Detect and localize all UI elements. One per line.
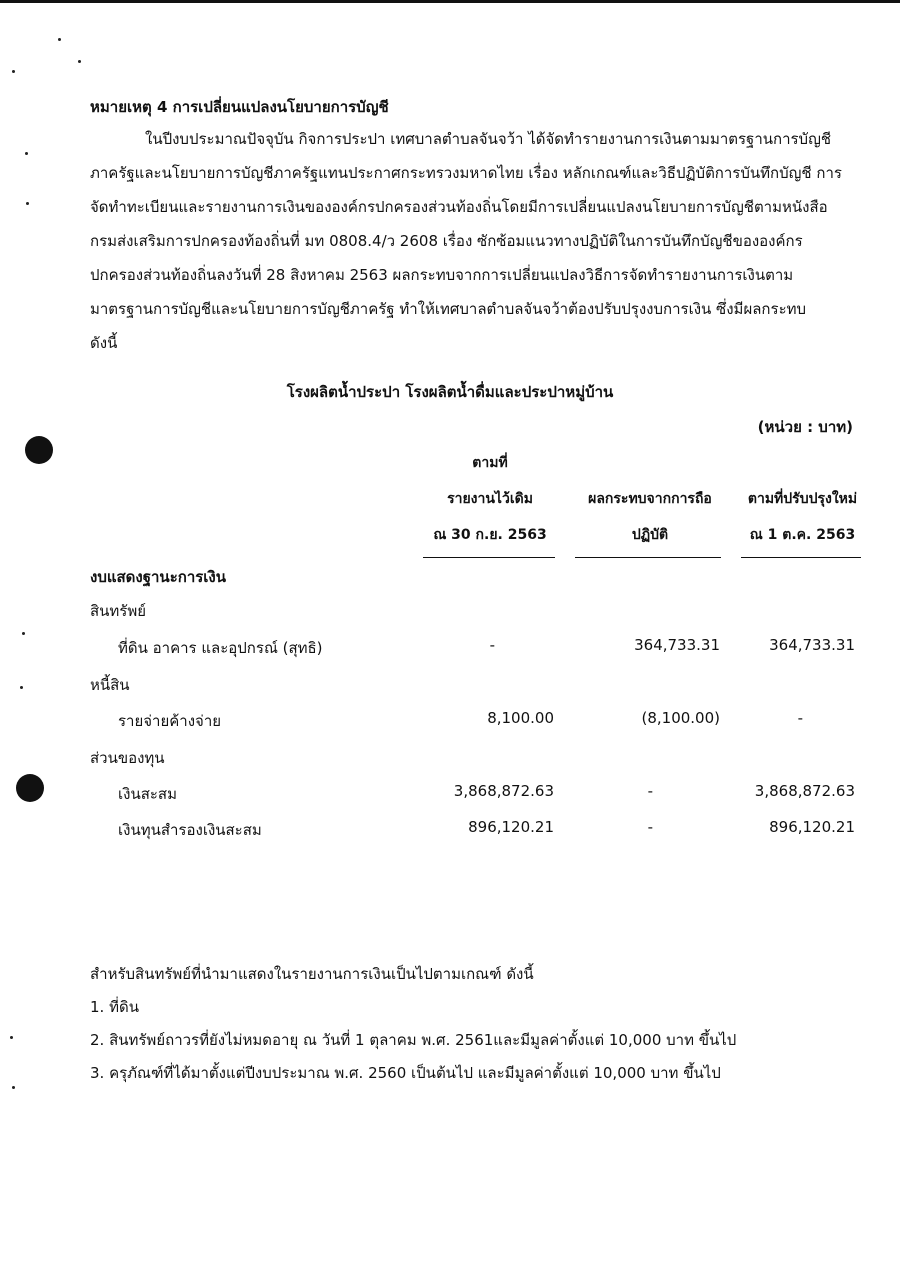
column-rule-adjusted xyxy=(741,557,861,558)
statement-heading: งบแสดงฐานะการเงิน xyxy=(90,568,227,586)
scan-speck xyxy=(22,632,25,635)
scan-speck xyxy=(58,38,61,41)
scan-speck xyxy=(26,202,29,205)
notes-item: 2. สินทรัพย์ถาวรที่ยังไม่หมดอายุ ณ วันที่ 1 ตุลาคม พ.ศ. 2561และมีมูลค่าตั้งแต่ 10,000 บาท ขึ้นไป xyxy=(90,1031,737,1049)
column-header-original xyxy=(410,445,570,553)
cell-accumulated-original: 3,868,872.63 xyxy=(453,782,554,800)
note-heading: หมายเหตุ 4 การเปลี่ยนแปลงนโยบายการบัญชี xyxy=(90,98,389,116)
punch-hole-bottom xyxy=(16,774,44,802)
cell-land-effect: 364,733.31 xyxy=(634,636,720,654)
policy-paragraph xyxy=(90,122,845,360)
cell-accumulated-adjusted: 3,868,872.63 xyxy=(754,782,855,800)
cell-land-adjusted: 364,733.31 xyxy=(769,636,855,654)
paragraph-line: ดังนี้ xyxy=(90,334,118,352)
scan-speck xyxy=(25,152,28,155)
cell-reserve-effect: - xyxy=(647,818,653,836)
cell-land-original: - xyxy=(489,636,495,654)
paragraph-line: จัดทำทะเบียนและรายงานการเงินขององค์กรปกครองส่วนท้องถิ่นโดยมีการเปลี่ยนแปลงนโยบายการบัญชีตามหนังสือ xyxy=(90,198,828,216)
section-assets: สินทรัพย์ xyxy=(90,602,147,620)
paragraph-line: ในปีงบประมาณปัจจุบัน กิจการประปา เทศบาลตำบลจันจว้า ได้จัดทำรายงานการเงินตามมาตรฐานการบัญชี xyxy=(145,130,832,148)
cell-accrued-effect: (8,100.00) xyxy=(641,709,720,727)
scan-speck xyxy=(12,70,15,73)
column-header-line: ตามที่ xyxy=(472,455,508,471)
section-liabilities: หนี้สิน xyxy=(90,676,130,694)
table-unit: (หน่วย : บาท) xyxy=(757,418,853,436)
page-top-border xyxy=(0,0,900,3)
column-header-line: ปฏิบัติ xyxy=(631,527,669,543)
row-label-accumulated: เงินสะสม xyxy=(118,785,177,803)
column-header-line: รายงานไว้เดิม xyxy=(447,491,533,507)
cell-reserve-adjusted: 896,120.21 xyxy=(769,818,855,836)
cell-reserve-original: 896,120.21 xyxy=(468,818,554,836)
cell-accrued-original: 8,100.00 xyxy=(487,709,554,727)
row-label-land: ที่ดิน อาคาร และอุปกรณ์ (สุทธิ) xyxy=(118,639,323,657)
paragraph-line: มาตรฐานการบัญชีและนโยบายการบัญชีภาครัฐ ทำให้เทศบาลตำบลจันจว้าต้องปรับปรุงงบการเงิน ซึ่งมีผลกระทบ xyxy=(90,300,807,318)
column-header-line: ณ 1 ต.ค. 2563 xyxy=(749,527,856,543)
column-rule-original xyxy=(423,557,555,558)
punch-hole-top xyxy=(25,436,53,464)
paragraph-line: กรมส่งเสริมการปกครองท้องถิ่นที่ มท 0808.4/ว 2608 เรื่อง ซักซ้อมแนวทางปฏิบัติในการบันทึกบัญชีขององค์กร xyxy=(90,232,803,250)
row-label-reserve: เงินทุนสำรองเงินสะสม xyxy=(118,821,262,839)
scan-speck xyxy=(20,686,23,689)
column-header-line: ผลกระทบจากการถือ xyxy=(588,491,712,507)
scan-speck xyxy=(78,60,81,63)
column-header-line: ณ 30 ก.ย. 2563 xyxy=(433,527,547,543)
notes-item: 1. ที่ดิน xyxy=(90,998,139,1016)
paragraph-line: ปกครองส่วนท้องถิ่นลงวันที่ 28 สิงหาคม 2563 ผลกระทบจากการเปลี่ยนแปลงวิธีการจัดทำรายงานการเงินตาม xyxy=(90,266,794,284)
paragraph-line: ภาครัฐและนโยบายการบัญชีภาครัฐแทนประกาศกระทรวงมหาดไทย เรื่อง หลักเกณฑ์และวิธีปฏิบัติการบันทึกบัญชี การ xyxy=(90,164,842,182)
section-equity: ส่วนของทุน xyxy=(90,749,165,767)
cell-accumulated-effect: - xyxy=(647,782,653,800)
column-header-adjusted xyxy=(730,481,875,553)
column-header-effect xyxy=(570,481,730,553)
table-title: โรงผลิตน้ำประปา โรงผลิตน้ำดื่มและประปาหมู่บ้าน xyxy=(286,383,614,401)
notes-item: 3. ครุภัณฑ์ที่ได้มาตั้งแต่ปีงบประมาณ พ.ศ. 2560 เป็นต้นไป และมีมูลค่าตั้งแต่ 10,000 บาท ขึ้นไป xyxy=(90,1064,721,1082)
row-label-accrued: รายจ่ายค้างจ่าย xyxy=(118,712,222,730)
column-header-line: ตามที่ปรับปรุงใหม่ xyxy=(747,491,858,507)
scan-speck xyxy=(12,1086,15,1089)
notes-intro: สำหรับสินทรัพย์ที่นำมาแสดงในรายงานการเงินเป็นไปตามเกณฑ์ ดังนี้ xyxy=(90,965,534,983)
cell-accrued-adjusted: - xyxy=(797,709,803,727)
column-rule-effect xyxy=(575,557,721,558)
scan-speck xyxy=(10,1036,13,1039)
